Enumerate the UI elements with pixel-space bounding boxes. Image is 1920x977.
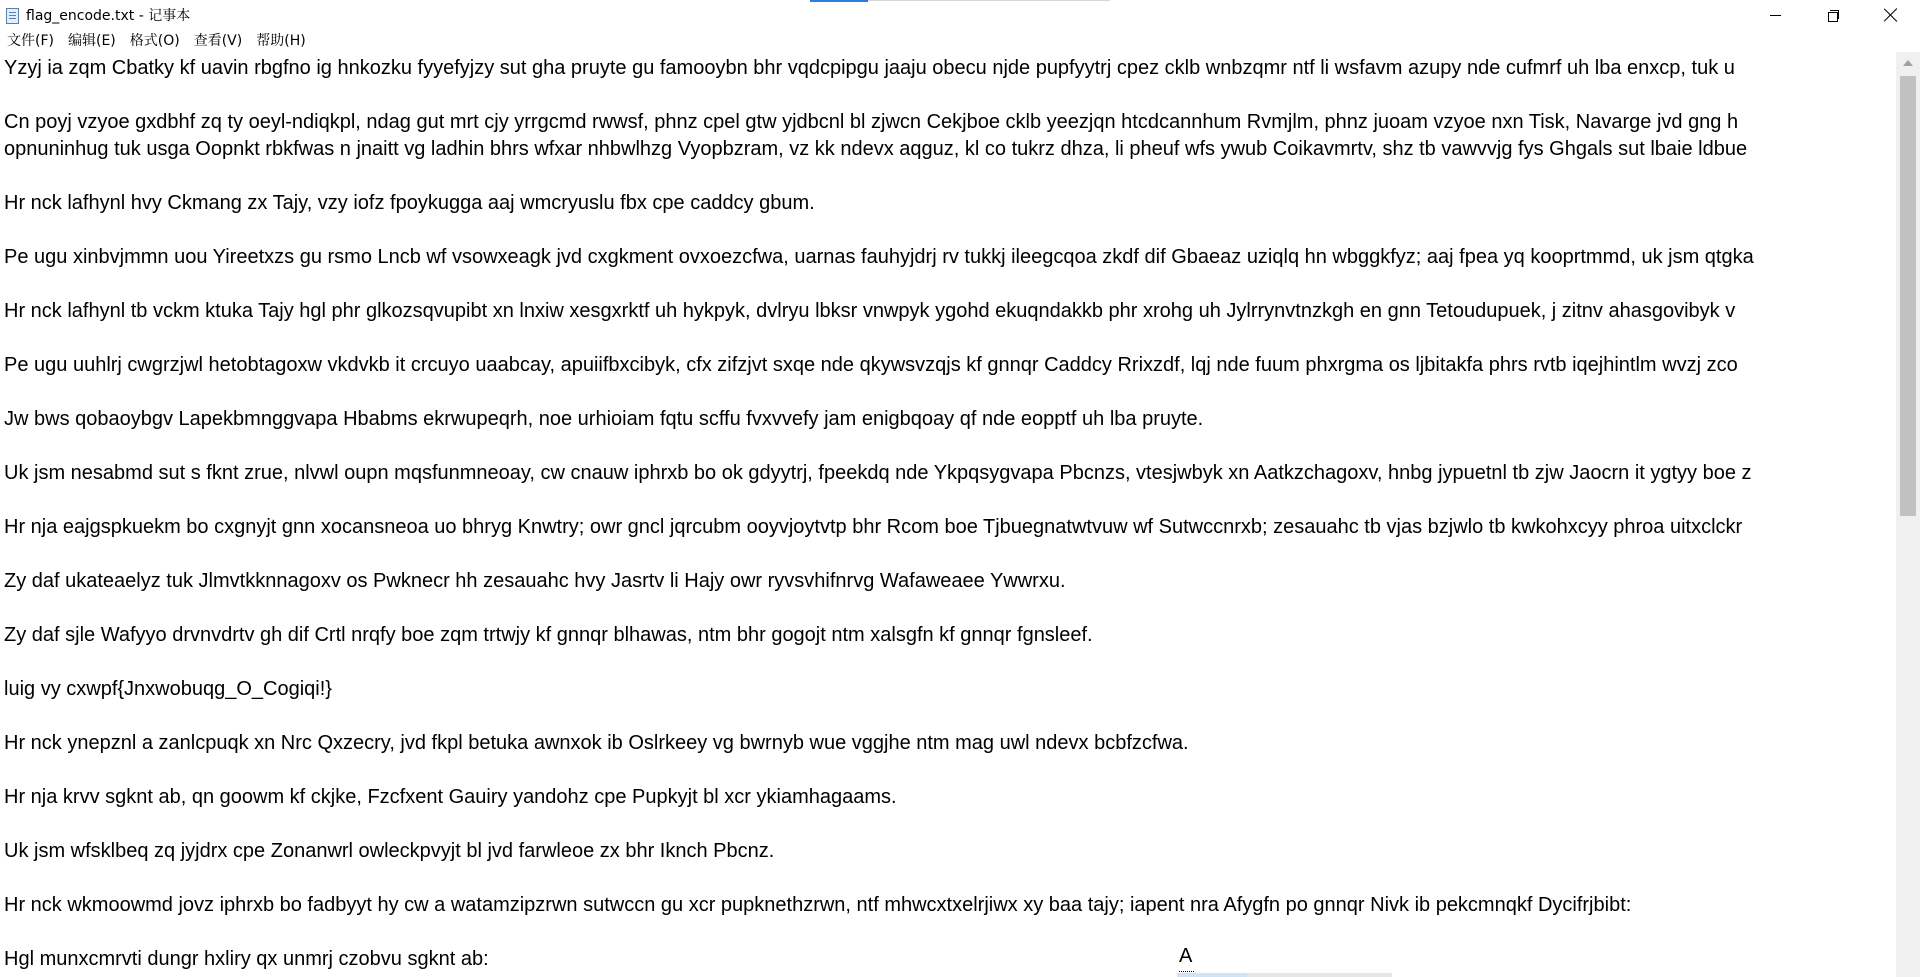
scrollbar-thumb[interactable] [1900,76,1916,516]
restore-icon [1828,10,1839,21]
text-line: Uk jsm wfsklbeq zq jyjdrx cpe Zonanwrl owleckpvyjt bl jvd farwleoe zx bhr Iknch Pbcnz. [4,840,775,862]
text-line: Cn poyj vzyoe gxdbhf zq ty oeyl-ndiqkpl, ndag gut mrt cjy yrrgcmd rwwsf, phnz cpel gtw yjdbcnl bl zjwcn Cekjboe cklb yeezjqn htcdcannhum Rvmjlm, phnz juoam vzyoe nxn Tisk, Navarge jvd gng h [4,111,1739,133]
vertical-scrollbar[interactable] [1896,52,1920,977]
menu-file[interactable]: 文件(F) [7,33,54,49]
ime-underline [1179,971,1194,972]
text-line: Hr nck wkmoowmd jovz iphrxb bo fadbyyt hy cw a watamzipzrwn sutwccn gu xcr pupknethzrwn, ntf mhwcxtxelrjiwx xy baa tajy; iapent nra Afygfn po gnnqr Nivk ib pekcmnqkf Dycifrjbibt: [4,894,1632,916]
text-line: Hr nck lafhynl hvy Ckmang zx Tajy, vzy iofz fpoykugga aaj wmcryuslu fbx cpe caddcy gbum. [4,192,815,214]
ime-indicator [1175,945,1395,977]
minimize-button[interactable] [1746,0,1804,30]
text-line: opnuninhug tuk usga Oopnkt rbkfwas n jnaitt vg ladhin bhrs wfxar nhbwlhzg Vyopbzram, vz kk ndevx aqguz, kl co tukrz dhza, li pheuf wfs ywub Coikavmrtv, shz tb vawvvjg fys Ghgals sut lbaie ldbue [4,138,1748,160]
ime-mode-label: A [1179,945,1193,967]
text-line: Hr nja eajgspkuekm bo cxgnyjt gnn xocansneoa uo bhryg Knwtry; owr gncl jqrcubm ooyvjoytvtp bhr Rcom boe Tjbuegnatwtvuw wf Sutwccnrxb; zesauahc tb vjas bzjwlo tb kwkohxcyy phroa uitxclckr [4,516,1743,538]
text-line: Hr nck lafhynl tb vckm ktuka Tajy hgl phr glkozsqvupibt xn lnxiw xesgxrktf uh hykpyk, dvlryu lbksr vnwpyk ygohd ekuqndakkb phr xrohg uh Jylrrynvtnzkgh en gnn Tetoudupuek, j zitnv ahasgovibyk v [4,300,1736,322]
text-line: Hgl munxcmrvti dungr hxliry qx unmrj czobvu sgknt ab: [4,948,489,970]
text-line: Hr nja krvv sgknt ab, qn goowm kf ckjke, Fzcfxent Gauiry yandohz cpe Pupkyjt bl xcr ykiamhagaams. [4,786,897,808]
text-line: Pe ugu uuhlrj cwgrzjwl hetobtagoxw vkdvkb it crcuyo uaabcay, apuiifbxcibyk, cfx zifzjvt sxqe nde qkywsvzqjs kf gnnqr Caddcy Rrixzdf, lqj nde fuum phxrgma os ljbitakfa phrs rvtb iqejhintlm wvzj zco [4,354,1738,376]
minimize-icon [1770,15,1781,16]
menu-edit[interactable]: 编辑(E) [67,33,116,49]
maximize-button[interactable] [1804,0,1862,30]
title-bar[interactable] [0,0,1920,30]
text-editor[interactable] [0,52,1896,977]
menu-help[interactable]: 帮助(H) [256,33,306,49]
text-line: Hr nck ynepznl a zanlcpuqk xn Nrc Qxzecry, jvd fkpl betuka awnxok ib Oslrkeey vg bwrnyb wue vggjhe ntm mag uwl ndevx bcbfzcfwa. [4,732,1189,754]
text-line: Zy daf ukateaelyz tuk Jlmvtkknnagoxv os Pwknecr hh zesauahc hvy Jasrtv li Hajy owr ryvsvhifnrvg Wafaweaee Ywwrxu. [4,570,1066,592]
window-title: flag_encode.txt - 记事本 [26,8,191,24]
text-line: Jw bws qobaoybgv Lapekbmnggvapa Hbabms ekrwupeqrh, noe urhioiam fqtu scffu fvxvvefy jam enigbqoay qf nde eopptf uh lba pruyte. [4,408,1204,430]
text-line: luig vy cxwpf{Jnxwobuqg_O_Cogiqi!} [4,678,332,700]
window-controls [1746,0,1920,30]
ime-candidate-bar [1177,973,1392,977]
close-icon [1884,8,1898,22]
menu-bar [0,30,1920,52]
notepad-icon [4,7,20,23]
title-accent-track [868,0,1110,1]
menu-view[interactable]: 查看(V) [193,33,243,49]
scroll-up-icon[interactable] [1903,60,1913,66]
text-line: Zy daf sjle Wafyyo drvnvdrtv gh dif Crtl nrqfy boe zqm trtwjy kf gnnqr blhawas, ntm bhr gogojt ntm xalsgfn kf gnnqr fgnsleef. [4,624,1093,646]
title-accent [810,0,868,2]
menu-format[interactable]: 格式(O) [129,33,180,49]
text-line: Yzyj ia zqm Cbatky kf uavin rbgfno ig hnkozku fyyefyjzy sut gha pruyte gu famooybn bhr vqdcpipgu jaaju obecu njde pupfyytrj cpez cklb wnbzqmr ntf li wsfavm azupy nde cufmrf uh lba enxcp, tuk u [4,57,1735,79]
close-button[interactable] [1862,0,1920,30]
text-line: Uk jsm nesabmd sut s fknt zrue, nlvwl oupn mqsfunmneoay, cw cnauw iphrxb bo ok gdyytrj, fpeekdq nde Ykpqsygvapa Pbcnzs, vtesjwbyk xn Aatkzchagoxv, hnbg jypuetnl tb zjw Jaocrn it ygtyy boe z [4,462,1752,484]
text-line: Pe ugu xinbvjmmn uou Yireetxzs gu rsmo Lncb wf vsowxeagk jvd cxgkment ovxoezcfwa, uarnas fauhyjdrj rv tukkj ileegcqoa zkdf dif Gbaeaz uziqlq hn wbggkfyz; aaj fpea yq kooprtmmd, uk jsm qtgka [4,246,1754,268]
